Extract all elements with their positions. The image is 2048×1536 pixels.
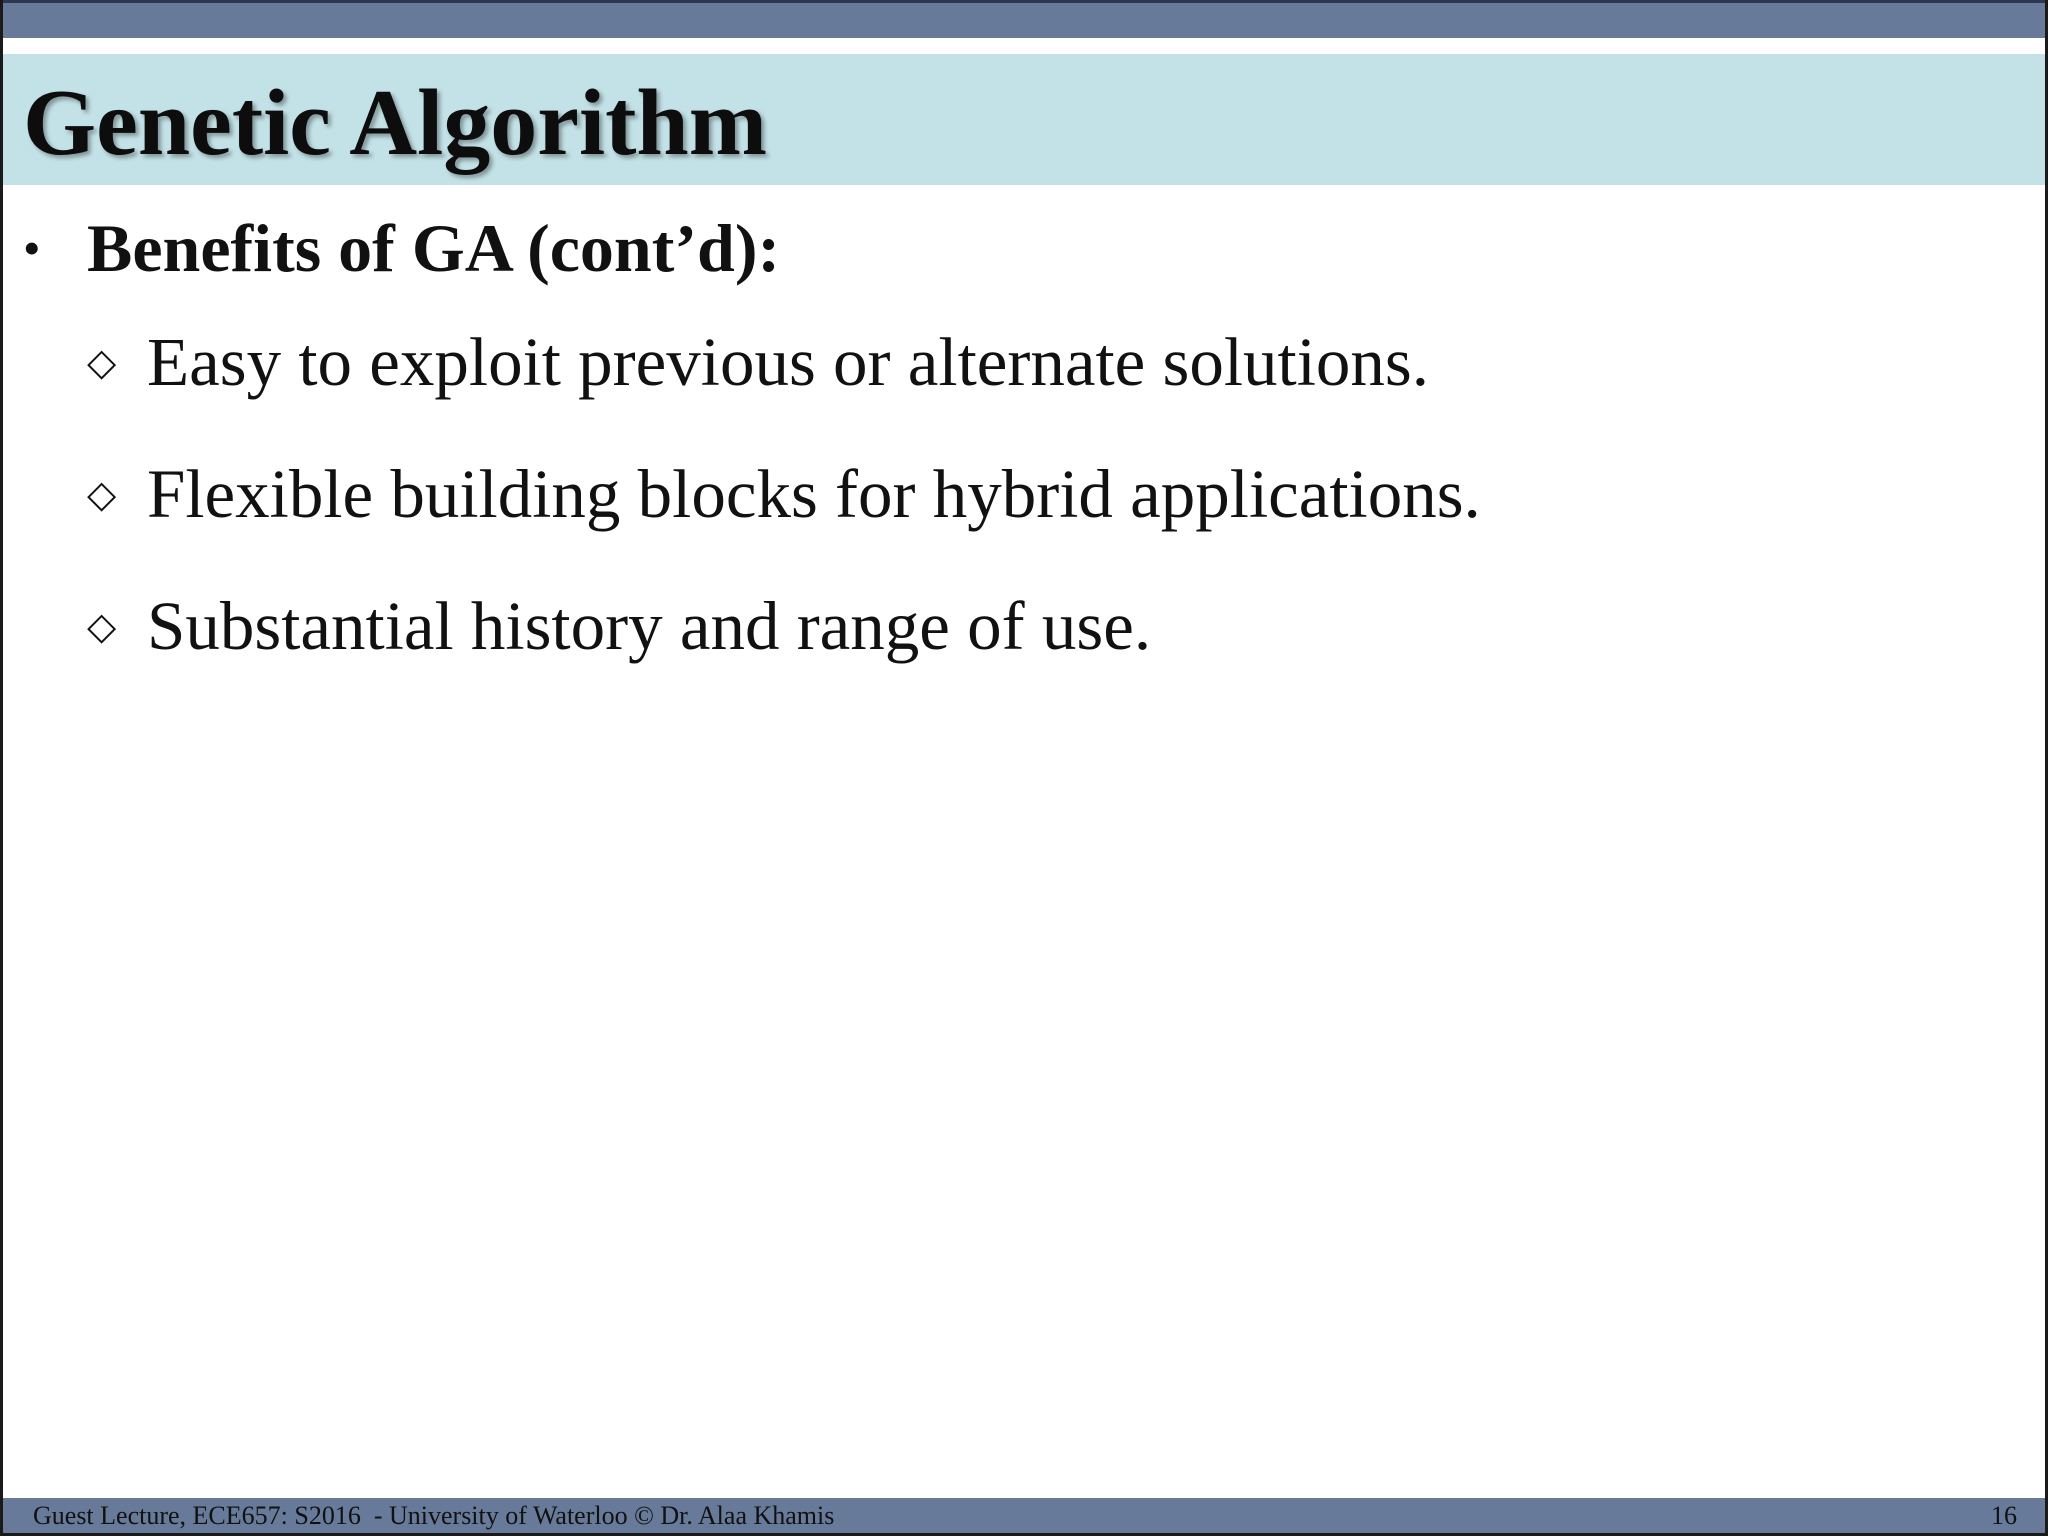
slide-title: Genetic Algorithm <box>23 71 768 175</box>
list-item <box>87 322 1429 402</box>
list-item <box>87 454 1481 534</box>
diamond-bullet-icon: ◇ <box>87 340 117 384</box>
page-number: 16 <box>1991 1500 2017 1530</box>
bullet-heading <box>23 208 780 288</box>
top-bar <box>3 0 2045 38</box>
list-item-text: Easy to exploit previous or alternate solutions. <box>147 324 1429 400</box>
bullet-dot-icon: • <box>23 220 41 276</box>
list-item-text: Flexible building blocks for hybrid applications. <box>147 456 1481 532</box>
diamond-bullet-icon: ◇ <box>87 604 117 648</box>
diamond-bullet-icon: ◇ <box>87 472 117 516</box>
footer-bar <box>3 1498 2045 1536</box>
list-item <box>87 586 1151 666</box>
list-item-text: Substantial history and range of use. <box>147 588 1152 664</box>
heading-text: Benefits of GA (cont’d): <box>87 210 781 286</box>
footer-text: Guest Lecture, ECE657: S2016 - University of Waterloo © Dr. Alaa Khamis <box>33 1500 835 1530</box>
